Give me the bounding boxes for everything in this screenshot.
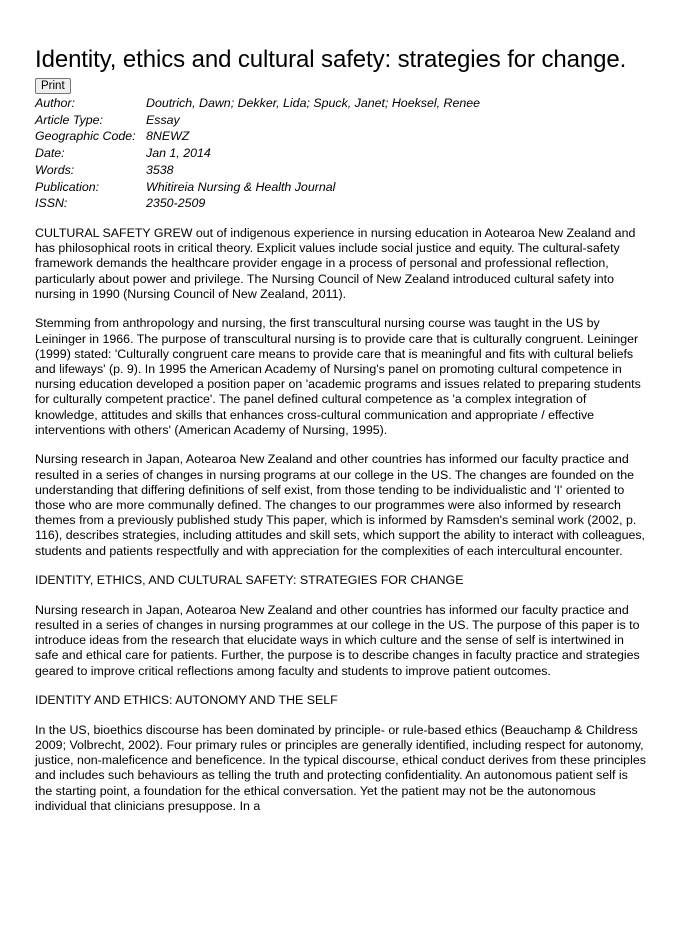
- meta-value: Essay: [146, 112, 180, 127]
- meta-value: Doutrich, Dawn; Dekker, Lida; Spuck, Janet; Hoeksel, Renee: [146, 96, 481, 110]
- meta-row-publication: [35, 179, 480, 196]
- meta-row-article-type: [35, 112, 480, 129]
- body-paragraph: CULTURAL SAFETY GREW out of indigenous experience in nursing education in Aotearoa New Zealand and has philosophical roots in critical theory. Explicit values include social justice and equity. The cultural-safety framework demands the healthcare provider engage in a process of personal and professional reflection, particularly about power and privilege. The Nursing Council of New Zealand introduced cultural safety into nursing in 1990 (Nursing Council of New Zealand, 2011).: [35, 225, 636, 301]
- meta-label: Words:: [35, 162, 75, 177]
- section-heading: IDENTITY AND ETHICS: AUTONOMY AND THE SELF: [35, 693, 338, 708]
- body-paragraph: Nursing research in Japan, Aotearoa New Zealand and other countries has informed our faculty practice and resulted in a series of changes in nursing programmes at our college in the US. The purpose of this paper is to introduce ideas from the research that elucidate ways in which culture and the sense of self is intertwined in safe and ethical care for patients. Further, the purpose is to describe changes in faculty practice and strategies geared to improve critical reflections among faculty and students to improve patient outcomes.: [35, 602, 640, 678]
- meta-value: 8NEWZ: [146, 129, 190, 144]
- meta-label: Date:: [35, 146, 65, 161]
- meta-row-words: [35, 162, 480, 179]
- body-paragraph: Nursing research in Japan, Aotearoa New Zealand and other countries has informed our faculty practice and resulted in a series of changes in nursing programs at our college in the US. The changes are founded on the understanding that differing definitions of self exist, from those tending to be individualistic and 'I' oriented to those who are more communally defined. The changes to our programmes were also informed by research themes from a previously published study This paper, which is informed by Ramsden's seminal work (2002, p. 116), describes strategies, including attitudes and skill sets, which support the ability to interact with colleagues, students and patients respectfully and with appreciation for the complexities of each intercultural encounter.: [35, 452, 645, 558]
- article-metadata: [35, 95, 480, 212]
- meta-value: 2350-2509: [146, 196, 206, 211]
- meta-value: Whitireia Nursing & Health Journal: [146, 179, 336, 194]
- meta-row-author: [35, 95, 480, 112]
- meta-label: Publication:: [35, 179, 100, 194]
- article-body: [35, 226, 647, 814]
- print-button[interactable]: Print: [35, 78, 71, 94]
- meta-row-issn: [35, 195, 480, 212]
- meta-row-date: [35, 145, 480, 162]
- meta-row-geographic-code: [35, 128, 480, 145]
- meta-value: Jan 1, 2014: [146, 146, 211, 161]
- article-page: [0, 46, 647, 814]
- meta-label: ISSN:: [35, 196, 68, 211]
- meta-label: Article Type:: [35, 112, 103, 127]
- section-heading: IDENTITY, ETHICS, AND CULTURAL SAFETY: STRATEGIES FOR CHANGE: [35, 573, 464, 588]
- meta-label: Author:: [35, 96, 75, 110]
- meta-label: Geographic Code:: [35, 129, 136, 144]
- body-paragraph: In the US, bioethics discourse has been dominated by principle- or rule-based ethics (Beauchamp & Childress 2009; Volbrecht, 2002). Four primary rules or principles are generally identified, including respect for autonomy, justice, non-maleficence and beneficence. In the typical discourse, ethical conduct derives from these principles and includes such behaviours as telling the truth and protecting confidentiality. An autonomous patient self is the starting point, a foundation for the ethical conversation. Yet the patient may not be the autonomous individual that clinicians presuppose. In a: [35, 722, 646, 813]
- article-title: Identity, ethics and cultural safety: strategies for change.: [35, 46, 627, 73]
- meta-value: 3538: [146, 162, 174, 177]
- body-paragraph: Stemming from anthropology and nursing, the first transcultural nursing course was taught in the US by Leininger in 1966. The purpose of transcultural nursing is to provide care that is culturally congruent. Leininger (1999) stated: 'Culturally congruent care means to provide care that is meaningful and fits with cultural beliefs and lifeways' (p. 9). In 1995 the American Academy of Nursing's panel on promoting cultural competence in nursing education developed a position paper on 'academic programs and issues related to preparing students for culturally competent practice'. The panel defined cultural competence as 'a complex integration of knowledge, attitudes and skills that enhances cross-cultural communication and appropriate / effective interventions with others' (American Academy of Nursing, 1995).: [35, 316, 641, 437]
